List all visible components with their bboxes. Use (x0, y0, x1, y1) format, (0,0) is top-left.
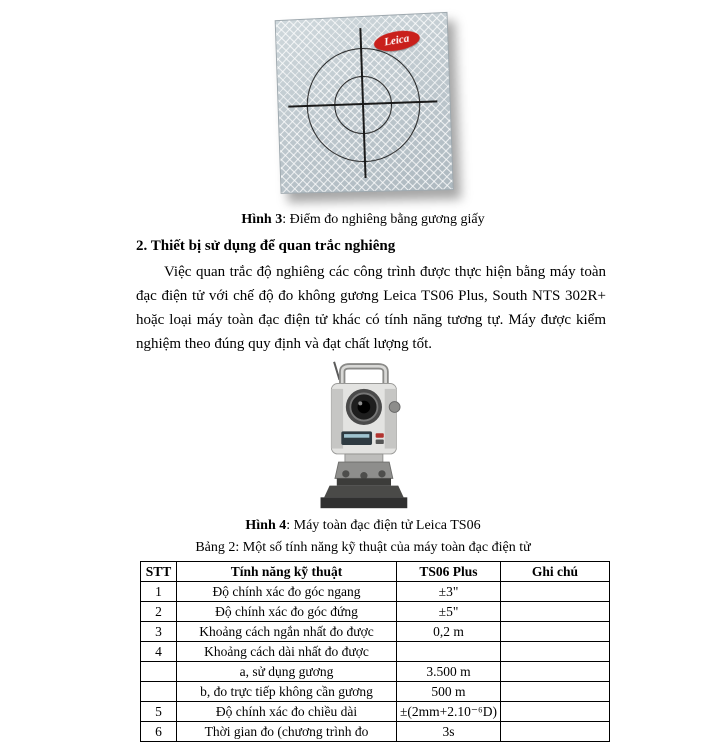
figure-station-wrap (0, 360, 726, 510)
figure3-caption-label: Hình 3 (241, 212, 283, 227)
cell (500, 722, 609, 742)
figure-target-wrap (0, 0, 726, 204)
cell: a, sử dụng gương (177, 662, 397, 682)
cell: Khoảng cách ngắn nhất đo được (177, 622, 397, 642)
table-header-row (141, 562, 610, 582)
section-heading: 2. Thiết bị sử dụng để quan trắc nghiêng (136, 238, 396, 254)
figure4-caption (0, 518, 726, 534)
col-header-stt: STT (141, 562, 177, 582)
cell: 4 (141, 642, 177, 662)
cell (500, 582, 609, 602)
cell: Độ chính xác đo góc ngang (177, 582, 397, 602)
cell (500, 602, 609, 622)
cell: ±(2mm+2.10⁻⁶D) (397, 702, 501, 722)
col-header-note: Ghi chú (500, 562, 609, 582)
cell: Khoảng cách dài nhất đo được (177, 642, 397, 662)
table-caption: Bảng 2: Một số tính năng kỹ thuật của máy toàn đạc điện tử (195, 540, 531, 555)
cell: 2 (141, 602, 177, 622)
figure4-caption-text: : Máy toàn đạc điện tử Leica TS06 (286, 518, 481, 533)
cell: b, đo trực tiếp không cần gương (177, 682, 397, 702)
cell: 3 (141, 622, 177, 642)
cell: Độ chính xác đo chiều dài (177, 702, 397, 722)
leica-logo: Leica (373, 28, 422, 54)
cell: 3s (397, 722, 501, 742)
cell (500, 662, 609, 682)
col-header-feature: Tính năng kỹ thuật (177, 562, 397, 582)
col-header-value: TS06 Plus (397, 562, 501, 582)
cell: Thời gian đo (chương trình đo (177, 722, 397, 742)
cell (500, 642, 609, 662)
total-station-image (304, 360, 422, 510)
cell: 5 (141, 702, 177, 722)
cell (141, 662, 177, 682)
figure3-caption (0, 212, 726, 228)
table-row (141, 642, 610, 662)
figure3-caption-text: : Điểm đo nghiêng bằng gương giấy (282, 212, 485, 227)
cell: 1 (141, 582, 177, 602)
table-row (141, 662, 610, 682)
cell: 0,2 m (397, 622, 501, 642)
table-row (141, 702, 610, 722)
table-row (141, 602, 610, 622)
cell (397, 642, 501, 662)
table-row (141, 582, 610, 602)
cell (500, 702, 609, 722)
cell: ±5" (397, 602, 501, 622)
cell: Độ chính xác đo góc đứng (177, 602, 397, 622)
cell: 3.500 m (397, 662, 501, 682)
cell (141, 682, 177, 702)
cell: ±3" (397, 582, 501, 602)
body-paragraph: Việc quan trắc độ nghiêng các công trình được thực hiện bằng máy toàn đạc điện tử với chế độ đo không gương Leica TS06 Plus, South NTS 302R+ hoặc loại máy toàn đạc điện tử khác có tính năng tương tự. Máy được kiểm nghiệm theo đúng quy định và đạt chất lượng tốt. (136, 264, 606, 352)
cell (500, 622, 609, 642)
cell: 500 m (397, 682, 501, 702)
figure4-caption-label: Hình 4 (245, 518, 287, 533)
table-row (141, 722, 610, 742)
cell (500, 682, 609, 702)
table-row (141, 682, 610, 702)
target-image (275, 12, 454, 194)
table-row (141, 622, 610, 642)
spec-table (140, 561, 610, 742)
cell: 6 (141, 722, 177, 742)
